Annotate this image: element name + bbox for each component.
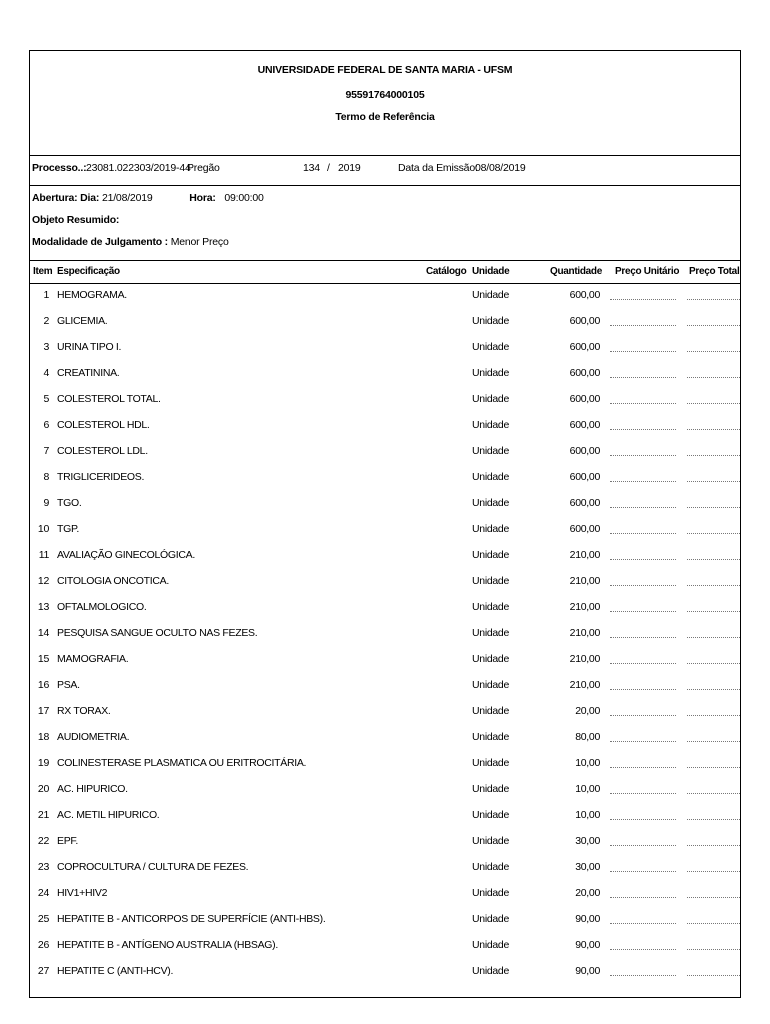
table-row [30, 907, 740, 933]
table-row [30, 933, 740, 959]
item-number: 7 [43, 445, 49, 457]
table-row [30, 413, 740, 439]
item-number: 22 [37, 835, 49, 847]
unit-price-blank [610, 559, 676, 560]
item-specification: COLESTEROL TOTAL. [57, 393, 161, 405]
abertura-line [32, 192, 264, 204]
item-number: 25 [37, 913, 49, 925]
item-number: 26 [37, 939, 49, 951]
header-total-price: Preço Total [689, 266, 740, 277]
total-price-blank [687, 507, 740, 508]
total-price-blank [687, 871, 740, 872]
item-number: 18 [37, 731, 49, 743]
table-row [30, 361, 740, 387]
item-quantity: 210,00 [569, 575, 600, 587]
unit-price-blank [610, 403, 676, 404]
total-price-blank [687, 975, 740, 976]
item-unit: Unidade [472, 705, 510, 717]
total-price-blank [687, 429, 740, 430]
modalidade-value: Menor Preço [170, 236, 229, 248]
item-quantity: 20,00 [575, 705, 600, 717]
unit-price-blank [610, 351, 676, 352]
unit-price-blank [610, 533, 676, 534]
item-unit: Unidade [472, 757, 510, 769]
process-number: 23081.022303/2019-44 [86, 162, 191, 174]
item-specification: PESQUISA SANGUE OCULTO NAS FEZES. [57, 627, 258, 639]
item-unit: Unidade [472, 575, 510, 587]
item-number: 12 [37, 575, 49, 587]
item-specification: COLESTEROL HDL. [57, 419, 150, 431]
item-unit: Unidade [472, 809, 510, 821]
item-quantity: 600,00 [569, 419, 600, 431]
table-row [30, 595, 740, 621]
table-row [30, 387, 740, 413]
unit-price-blank [610, 663, 676, 664]
item-specification: HEPATITE B - ANTICORPOS DE SUPERFÍCIE (ANTI-HBS). [57, 913, 326, 925]
unit-price-blank [610, 897, 676, 898]
item-specification: AC. METIL HIPURICO. [57, 809, 160, 821]
total-price-blank [687, 351, 740, 352]
unit-price-blank [610, 949, 676, 950]
total-price-blank [687, 403, 740, 404]
item-specification: OFTALMOLOGICO. [57, 601, 147, 613]
process-label: Processo..: [32, 162, 87, 174]
item-unit: Unidade [472, 965, 510, 977]
item-specification: HEPATITE B - ANTÍGENO AUSTRALIA (HBSAG). [57, 939, 278, 951]
total-price-blank [687, 377, 740, 378]
total-price-blank [687, 559, 740, 560]
item-unit: Unidade [472, 653, 510, 665]
item-number: 27 [37, 965, 49, 977]
item-unit: Unidade [472, 913, 510, 925]
table-row [30, 621, 740, 647]
unit-price-blank [610, 871, 676, 872]
process-bar [30, 155, 740, 186]
item-quantity: 600,00 [569, 471, 600, 483]
table-row [30, 439, 740, 465]
item-number: 6 [43, 419, 49, 431]
item-number: 14 [37, 627, 49, 639]
item-unit: Unidade [472, 367, 510, 379]
item-unit: Unidade [472, 341, 510, 353]
unit-price-blank [610, 377, 676, 378]
total-price-blank [687, 741, 740, 742]
total-price-blank [687, 949, 740, 950]
unit-price-blank [610, 611, 676, 612]
unit-price-blank [610, 507, 676, 508]
item-number: 19 [37, 757, 49, 769]
table-row [30, 803, 740, 829]
total-price-blank [687, 611, 740, 612]
item-unit: Unidade [472, 939, 510, 951]
unit-price-blank [610, 481, 676, 482]
item-quantity: 20,00 [575, 887, 600, 899]
table-row [30, 673, 740, 699]
reference-term-document [29, 50, 741, 998]
item-unit: Unidade [472, 497, 510, 509]
table-row [30, 569, 740, 595]
item-unit: Unidade [472, 601, 510, 613]
item-specification: AVALIAÇÃO GINECOLÓGICA. [57, 549, 195, 561]
item-specification: RX TORAX. [57, 705, 111, 717]
item-number: 2 [43, 315, 49, 327]
item-specification: MAMOGRAFIA. [57, 653, 129, 665]
item-specification: PSA. [57, 679, 80, 691]
total-price-blank [687, 819, 740, 820]
unit-price-blank [610, 689, 676, 690]
items-table-header [30, 260, 740, 284]
item-quantity: 30,00 [575, 861, 600, 873]
header-unit-price: Preço Unitário [615, 266, 680, 277]
total-price-blank [687, 793, 740, 794]
unit-price-blank [610, 923, 676, 924]
unit-price-blank [610, 767, 676, 768]
total-price-blank [687, 637, 740, 638]
item-specification: COPROCULTURA / CULTURA DE FEZES. [57, 861, 249, 873]
item-unit: Unidade [472, 315, 510, 327]
item-unit: Unidade [472, 783, 510, 795]
item-specification: URINA TIPO I. [57, 341, 122, 353]
document-title: Termo de Referência [335, 111, 435, 123]
item-number: 11 [38, 549, 49, 561]
table-row [30, 647, 740, 673]
item-quantity: 80,00 [575, 731, 600, 743]
unit-price-blank [610, 793, 676, 794]
table-row [30, 517, 740, 543]
total-price-blank [687, 897, 740, 898]
item-quantity: 600,00 [569, 445, 600, 457]
header-spec: Especificação [57, 266, 120, 277]
pregao-separator: / [327, 162, 330, 174]
item-number: 1 [43, 289, 49, 301]
unit-price-blank [610, 845, 676, 846]
process-modality: Pregão [187, 162, 220, 174]
item-quantity: 30,00 [575, 835, 600, 847]
table-row [30, 777, 740, 803]
table-row [30, 751, 740, 777]
item-number: 16 [37, 679, 49, 691]
table-row [30, 725, 740, 751]
total-price-blank [687, 585, 740, 586]
table-row [30, 491, 740, 517]
unit-price-blank [610, 585, 676, 586]
item-unit: Unidade [472, 835, 510, 847]
header-item: Item [33, 266, 53, 277]
item-specification: AUDIOMETRIA. [57, 731, 130, 743]
item-number: 24 [37, 887, 49, 899]
item-quantity: 600,00 [569, 523, 600, 535]
item-specification: HIV1+HIV2 [57, 887, 108, 899]
item-specification: COLESTEROL LDL. [57, 445, 148, 457]
item-unit: Unidade [472, 419, 510, 431]
item-unit: Unidade [472, 445, 510, 457]
item-number: 17 [37, 705, 49, 717]
item-quantity: 10,00 [575, 783, 600, 795]
total-price-blank [687, 455, 740, 456]
unit-price-blank [610, 637, 676, 638]
unit-price-blank [610, 975, 676, 976]
item-unit: Unidade [472, 289, 510, 301]
table-row [30, 465, 740, 491]
item-quantity: 210,00 [569, 627, 600, 639]
abertura-label: Abertura: Dia: [32, 192, 100, 204]
item-quantity: 600,00 [569, 393, 600, 405]
emission-date: 08/08/2019 [475, 162, 526, 174]
item-quantity: 90,00 [575, 913, 600, 925]
item-quantity: 600,00 [569, 315, 600, 327]
item-specification: CREATININA. [57, 367, 120, 379]
item-unit: Unidade [472, 471, 510, 483]
hora-value: 09:00:00 [224, 192, 264, 204]
item-number: 20 [37, 783, 49, 795]
item-quantity: 10,00 [575, 757, 600, 769]
table-row [30, 959, 740, 985]
total-price-blank [687, 663, 740, 664]
item-unit: Unidade [472, 861, 510, 873]
table-row [30, 699, 740, 725]
item-specification: EPF. [57, 835, 78, 847]
item-specification: COLINESTERASE PLASMATICA OU ERITROCITÁRIA. [57, 757, 307, 769]
item-number: 5 [43, 393, 49, 405]
total-price-blank [687, 845, 740, 846]
modalidade-line [32, 236, 229, 248]
item-quantity: 210,00 [569, 549, 600, 561]
unit-price-blank [610, 325, 676, 326]
item-number: 4 [43, 367, 49, 379]
item-unit: Unidade [472, 523, 510, 535]
document-header [30, 51, 740, 156]
institution-cnpj: 95591764000105 [345, 89, 425, 101]
table-row [30, 881, 740, 907]
table-row [30, 543, 740, 569]
item-quantity: 600,00 [569, 497, 600, 509]
item-number: 23 [37, 861, 49, 873]
institution-name: UNIVERSIDADE FEDERAL DE SANTA MARIA - UFSM [257, 64, 513, 76]
item-quantity: 90,00 [575, 939, 600, 951]
total-price-blank [687, 481, 740, 482]
header-catalog: Catálogo [426, 266, 467, 277]
unit-price-blank [610, 741, 676, 742]
item-unit: Unidade [472, 731, 510, 743]
item-number: 15 [37, 653, 49, 665]
emission-label: Data da Emissão: [398, 162, 478, 174]
hora-label: Hora: [189, 192, 216, 204]
item-specification: TGO. [57, 497, 82, 509]
header-unit: Unidade [472, 266, 510, 277]
table-row [30, 855, 740, 881]
item-specification: AC. HIPURICO. [57, 783, 128, 795]
total-price-blank [687, 689, 740, 690]
modalidade-label: Modalidade de Julgamento : [32, 236, 168, 248]
table-row [30, 829, 740, 855]
item-number: 9 [43, 497, 49, 509]
table-row [30, 283, 740, 309]
total-price-blank [687, 533, 740, 534]
item-unit: Unidade [472, 549, 510, 561]
item-number: 13 [37, 601, 49, 613]
item-specification: HEPATITE C (ANTI-HCV). [57, 965, 174, 977]
header-quantity: Quantidade [550, 266, 603, 277]
total-price-blank [687, 923, 740, 924]
item-specification: HEMOGRAMA. [57, 289, 127, 301]
unit-price-blank [610, 299, 676, 300]
total-price-blank [687, 767, 740, 768]
table-row [30, 335, 740, 361]
item-unit: Unidade [472, 887, 510, 899]
unit-price-blank [610, 819, 676, 820]
item-unit: Unidade [472, 679, 510, 691]
total-price-blank [687, 325, 740, 326]
item-unit: Unidade [472, 627, 510, 639]
pregao-year: 2019 [338, 162, 361, 174]
item-quantity: 210,00 [569, 601, 600, 613]
item-specification: CITOLOGIA ONCOTICA. [57, 575, 169, 587]
item-quantity: 10,00 [575, 809, 600, 821]
item-specification: TRIGLICERIDEOS. [57, 471, 145, 483]
abertura-date: 21/08/2019 [101, 192, 153, 204]
item-unit: Unidade [472, 393, 510, 405]
item-quantity: 600,00 [569, 367, 600, 379]
item-quantity: 90,00 [575, 965, 600, 977]
unit-price-blank [610, 715, 676, 716]
total-price-blank [687, 715, 740, 716]
item-quantity: 210,00 [569, 653, 600, 665]
pregao-number: 134 [303, 162, 320, 174]
item-number: 8 [43, 471, 49, 483]
item-quantity: 600,00 [569, 341, 600, 353]
item-specification: GLICEMIA. [57, 315, 108, 327]
item-number: 21 [37, 809, 49, 821]
item-quantity: 210,00 [569, 679, 600, 691]
item-number: 10 [37, 523, 49, 535]
total-price-blank [687, 299, 740, 300]
unit-price-blank [610, 455, 676, 456]
objeto-label: Objeto Resumido: [32, 214, 120, 226]
item-quantity: 600,00 [569, 289, 600, 301]
item-specification: TGP. [57, 523, 79, 535]
table-row [30, 309, 740, 335]
item-number: 3 [43, 341, 49, 353]
unit-price-blank [610, 429, 676, 430]
